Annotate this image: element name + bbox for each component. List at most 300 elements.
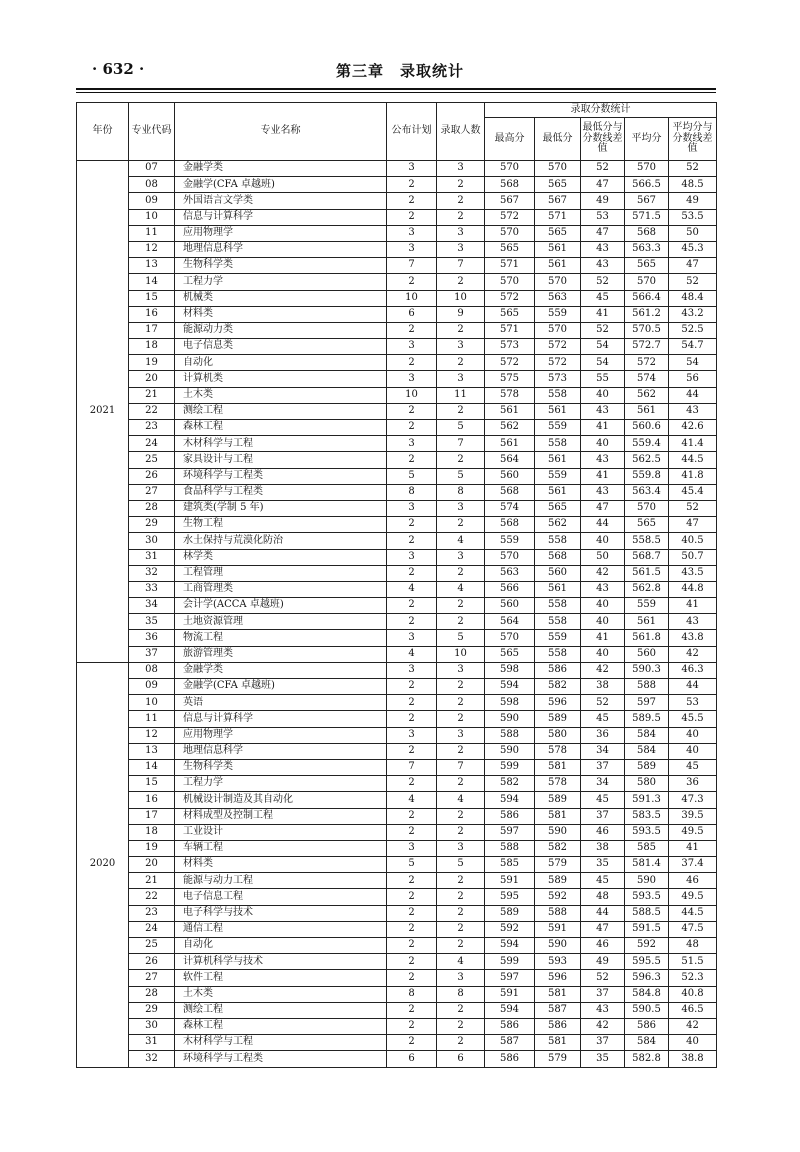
- min-cell: 561: [535, 452, 581, 468]
- code-cell: 15: [129, 776, 175, 792]
- name-cell: 外国语言文学类: [175, 193, 387, 209]
- plan-cell: 2: [387, 565, 437, 581]
- min-cell: 561: [535, 484, 581, 500]
- code-cell: 14: [129, 759, 175, 775]
- avg-diff-cell: 48.5: [669, 177, 717, 193]
- table-row: [77, 679, 717, 695]
- min-diff-cell: 38: [581, 679, 625, 695]
- name-cell: 测绘工程: [175, 403, 387, 419]
- avg-cell: 567: [625, 193, 669, 209]
- plan-cell: 2: [387, 905, 437, 921]
- name-cell: 森林工程: [175, 420, 387, 436]
- name-cell: 地理信息科学: [175, 743, 387, 759]
- admitted-cell: 9: [437, 306, 485, 322]
- max-cell: 594: [485, 1002, 535, 1018]
- plan-cell: 4: [387, 792, 437, 808]
- avg-diff-cell: 51.5: [669, 954, 717, 970]
- name-cell: 工程管理: [175, 565, 387, 581]
- min-cell: 579: [535, 1051, 581, 1067]
- avg-cell: 591.3: [625, 792, 669, 808]
- min-cell: 580: [535, 727, 581, 743]
- max-cell: 597: [485, 970, 535, 986]
- table-row: [77, 743, 717, 759]
- max-cell: 588: [485, 840, 535, 856]
- max-cell: 575: [485, 371, 535, 387]
- min-diff-cell: 52: [581, 695, 625, 711]
- avg-diff-cell: 43.5: [669, 565, 717, 581]
- admitted-cell: 2: [437, 177, 485, 193]
- table-row: [77, 241, 717, 257]
- avg-diff-cell: 40: [669, 743, 717, 759]
- max-cell: 599: [485, 759, 535, 775]
- name-cell: 机械类: [175, 290, 387, 306]
- name-cell: 土地资源管理: [175, 614, 387, 630]
- avg-cell: 588: [625, 679, 669, 695]
- year-cell: 2020: [77, 662, 129, 1067]
- admitted-cell: 3: [437, 549, 485, 565]
- max-cell: 572: [485, 290, 535, 306]
- admitted-cell: 2: [437, 873, 485, 889]
- min-diff-cell: 34: [581, 743, 625, 759]
- min-cell: 572: [535, 339, 581, 355]
- code-cell: 18: [129, 339, 175, 355]
- min-diff-cell: 45: [581, 290, 625, 306]
- avg-diff-cell: 41: [669, 598, 717, 614]
- admitted-cell: 2: [437, 1035, 485, 1051]
- admitted-cell: 6: [437, 1051, 485, 1067]
- code-cell: 23: [129, 905, 175, 921]
- avg-cell: 562.5: [625, 452, 669, 468]
- max-cell: 598: [485, 695, 535, 711]
- name-cell: 生物工程: [175, 517, 387, 533]
- code-cell: 11: [129, 711, 175, 727]
- table-row: [77, 420, 717, 436]
- table-row: [77, 614, 717, 630]
- min-cell: 582: [535, 840, 581, 856]
- code-cell: 34: [129, 598, 175, 614]
- table-row: [77, 161, 717, 177]
- avg-diff-cell: 52.3: [669, 970, 717, 986]
- plan-cell: 2: [387, 420, 437, 436]
- avg-diff-cell: 45.4: [669, 484, 717, 500]
- avg-cell: 590: [625, 873, 669, 889]
- admitted-cell: 4: [437, 792, 485, 808]
- name-cell: 食品科学与工程类: [175, 484, 387, 500]
- code-cell: 26: [129, 954, 175, 970]
- plan-cell: 2: [387, 1002, 437, 1018]
- min-cell: 581: [535, 759, 581, 775]
- avg-diff-cell: 52: [669, 274, 717, 290]
- code-cell: 12: [129, 727, 175, 743]
- code-cell: 16: [129, 792, 175, 808]
- min-diff-cell: 37: [581, 986, 625, 1002]
- max-cell: 590: [485, 743, 535, 759]
- min-diff-cell: 35: [581, 1051, 625, 1067]
- min-cell: 568: [535, 549, 581, 565]
- avg-diff-cell: 46.5: [669, 1002, 717, 1018]
- min-diff-cell: 49: [581, 954, 625, 970]
- name-cell: 家具设计与工程: [175, 452, 387, 468]
- max-cell: 592: [485, 921, 535, 937]
- avg-cell: 559.4: [625, 436, 669, 452]
- max-cell: 561: [485, 403, 535, 419]
- max-cell: 591: [485, 986, 535, 1002]
- code-cell: 25: [129, 452, 175, 468]
- avg-cell: 570: [625, 274, 669, 290]
- admitted-cell: 8: [437, 986, 485, 1002]
- avg-diff-cell: 43.8: [669, 630, 717, 646]
- max-cell: 585: [485, 857, 535, 873]
- avg-diff-cell: 50.7: [669, 549, 717, 565]
- min-diff-cell: 52: [581, 274, 625, 290]
- avg-cell: 584.8: [625, 986, 669, 1002]
- table-row: [77, 549, 717, 565]
- table-row: [77, 921, 717, 937]
- table-row: [77, 258, 717, 274]
- admitted-cell: 2: [437, 614, 485, 630]
- min-diff-cell: 43: [581, 403, 625, 419]
- name-cell: 英语: [175, 695, 387, 711]
- table-row: [77, 598, 717, 614]
- code-cell: 26: [129, 468, 175, 484]
- avg-diff-cell: 52: [669, 500, 717, 516]
- avg-cell: 584: [625, 1035, 669, 1051]
- code-cell: 07: [129, 161, 175, 177]
- avg-diff-cell: 39.5: [669, 808, 717, 824]
- admitted-cell: 2: [437, 274, 485, 290]
- admitted-cell: 2: [437, 679, 485, 695]
- min-diff-cell: 54: [581, 355, 625, 371]
- code-cell: 31: [129, 549, 175, 565]
- min-cell: 558: [535, 387, 581, 403]
- avg-diff-cell: 42.6: [669, 420, 717, 436]
- code-cell: 17: [129, 322, 175, 338]
- min-diff-cell: 50: [581, 549, 625, 565]
- name-cell: 生物科学类: [175, 759, 387, 775]
- avg-cell: 565: [625, 258, 669, 274]
- avg-diff-cell: 36: [669, 776, 717, 792]
- max-cell: 565: [485, 646, 535, 662]
- max-cell: 571: [485, 322, 535, 338]
- admitted-cell: 7: [437, 258, 485, 274]
- min-cell: 561: [535, 258, 581, 274]
- name-cell: 金融学类: [175, 662, 387, 678]
- table-row: [77, 986, 717, 1002]
- min-cell: 587: [535, 1002, 581, 1018]
- admitted-cell: 2: [437, 776, 485, 792]
- header-min-diff: 最低分与分数线差值: [581, 118, 625, 161]
- name-cell: 森林工程: [175, 1018, 387, 1034]
- header-name: 专业名称: [175, 103, 387, 161]
- min-cell: 558: [535, 614, 581, 630]
- name-cell: 测绘工程: [175, 1002, 387, 1018]
- header-avg-diff: 平均分与分数线差值: [669, 118, 717, 161]
- min-diff-cell: 35: [581, 857, 625, 873]
- avg-cell: 592: [625, 938, 669, 954]
- max-cell: 589: [485, 905, 535, 921]
- code-cell: 08: [129, 662, 175, 678]
- min-cell: 589: [535, 873, 581, 889]
- name-cell: 金融学(CFA 卓越班): [175, 679, 387, 695]
- code-cell: 32: [129, 1051, 175, 1067]
- code-cell: 30: [129, 1018, 175, 1034]
- plan-cell: 2: [387, 938, 437, 954]
- name-cell: 电子科学与技术: [175, 905, 387, 921]
- min-diff-cell: 40: [581, 598, 625, 614]
- table-row: [77, 840, 717, 856]
- avg-diff-cell: 47: [669, 517, 717, 533]
- table-row: [77, 759, 717, 775]
- code-cell: 33: [129, 581, 175, 597]
- code-cell: 36: [129, 630, 175, 646]
- avg-cell: 580: [625, 776, 669, 792]
- avg-diff-cell: 48: [669, 938, 717, 954]
- plan-cell: 6: [387, 306, 437, 322]
- name-cell: 工程力学: [175, 776, 387, 792]
- min-diff-cell: 34: [581, 776, 625, 792]
- table-row: [77, 695, 717, 711]
- min-diff-cell: 37: [581, 759, 625, 775]
- code-cell: 16: [129, 306, 175, 322]
- avg-cell: 586: [625, 1018, 669, 1034]
- code-cell: 21: [129, 387, 175, 403]
- max-cell: 571: [485, 258, 535, 274]
- header-rule-thin: [76, 92, 716, 93]
- avg-cell: 585: [625, 840, 669, 856]
- table-row: [77, 792, 717, 808]
- min-cell: 558: [535, 598, 581, 614]
- admitted-cell: 2: [437, 452, 485, 468]
- table-row: [77, 1002, 717, 1018]
- table-row: [77, 711, 717, 727]
- max-cell: 588: [485, 727, 535, 743]
- code-cell: 28: [129, 500, 175, 516]
- plan-cell: 3: [387, 161, 437, 177]
- table-row: [77, 452, 717, 468]
- name-cell: 自动化: [175, 355, 387, 371]
- header-score-group: 录取分数统计: [485, 103, 717, 118]
- max-cell: 561: [485, 436, 535, 452]
- min-diff-cell: 52: [581, 322, 625, 338]
- name-cell: 能源动力类: [175, 322, 387, 338]
- avg-diff-cell: 45: [669, 759, 717, 775]
- name-cell: 金融学类: [175, 161, 387, 177]
- name-cell: 自动化: [175, 938, 387, 954]
- plan-cell: 2: [387, 614, 437, 630]
- table-row: [77, 662, 717, 678]
- name-cell: 材料类: [175, 857, 387, 873]
- plan-cell: 2: [387, 679, 437, 695]
- table-body: [77, 161, 717, 1068]
- admitted-cell: 8: [437, 484, 485, 500]
- plan-cell: 3: [387, 727, 437, 743]
- min-diff-cell: 53: [581, 209, 625, 225]
- code-cell: 25: [129, 938, 175, 954]
- avg-diff-cell: 52.5: [669, 322, 717, 338]
- max-cell: 570: [485, 225, 535, 241]
- avg-diff-cell: 44.5: [669, 452, 717, 468]
- admitted-cell: 3: [437, 161, 485, 177]
- table-row: [77, 387, 717, 403]
- avg-cell: 589: [625, 759, 669, 775]
- admitted-cell: 2: [437, 743, 485, 759]
- avg-diff-cell: 50: [669, 225, 717, 241]
- avg-diff-cell: 46: [669, 873, 717, 889]
- table-row: [77, 436, 717, 452]
- plan-cell: 2: [387, 824, 437, 840]
- plan-cell: 3: [387, 549, 437, 565]
- admitted-cell: 2: [437, 1018, 485, 1034]
- avg-cell: 565: [625, 517, 669, 533]
- name-cell: 软件工程: [175, 970, 387, 986]
- admitted-cell: 7: [437, 759, 485, 775]
- max-cell: 595: [485, 889, 535, 905]
- min-cell: 581: [535, 1035, 581, 1051]
- table-row: [77, 646, 717, 662]
- chapter-title: 第三章 录取统计: [335, 62, 464, 80]
- min-diff-cell: 47: [581, 921, 625, 937]
- avg-cell: 570: [625, 161, 669, 177]
- code-cell: 27: [129, 484, 175, 500]
- header-max: 最高分: [485, 118, 535, 161]
- max-cell: 597: [485, 824, 535, 840]
- min-cell: 570: [535, 322, 581, 338]
- admitted-cell: 3: [437, 970, 485, 986]
- admitted-cell: 2: [437, 921, 485, 937]
- table-row: [77, 371, 717, 387]
- admitted-cell: 2: [437, 711, 485, 727]
- avg-cell: 561.2: [625, 306, 669, 322]
- plan-cell: 2: [387, 808, 437, 824]
- max-cell: 568: [485, 177, 535, 193]
- max-cell: 564: [485, 614, 535, 630]
- max-cell: 566: [485, 581, 535, 597]
- max-cell: 594: [485, 792, 535, 808]
- code-cell: 29: [129, 1002, 175, 1018]
- plan-cell: 6: [387, 1051, 437, 1067]
- code-cell: 32: [129, 565, 175, 581]
- avg-cell: 591.5: [625, 921, 669, 937]
- avg-diff-cell: 53: [669, 695, 717, 711]
- code-cell: 12: [129, 241, 175, 257]
- min-cell: 558: [535, 436, 581, 452]
- plan-cell: 4: [387, 646, 437, 662]
- min-cell: 590: [535, 824, 581, 840]
- admitted-cell: 3: [437, 662, 485, 678]
- name-cell: 木材科学与工程: [175, 436, 387, 452]
- name-cell: 水土保持与荒漠化防治: [175, 533, 387, 549]
- table-row: [77, 776, 717, 792]
- plan-cell: 3: [387, 225, 437, 241]
- table-row: [77, 808, 717, 824]
- code-cell: 24: [129, 921, 175, 937]
- min-cell: 593: [535, 954, 581, 970]
- admitted-cell: 2: [437, 598, 485, 614]
- table-row: [77, 954, 717, 970]
- admitted-cell: 10: [437, 290, 485, 306]
- code-cell: 22: [129, 403, 175, 419]
- code-cell: 15: [129, 290, 175, 306]
- min-diff-cell: 41: [581, 420, 625, 436]
- admitted-cell: 11: [437, 387, 485, 403]
- name-cell: 会计学(ACCA 卓越班): [175, 598, 387, 614]
- table-row: [77, 1051, 717, 1067]
- avg-cell: 563.4: [625, 484, 669, 500]
- min-cell: 581: [535, 986, 581, 1002]
- table-row: [77, 193, 717, 209]
- avg-diff-cell: 42: [669, 1018, 717, 1034]
- code-cell: 23: [129, 420, 175, 436]
- plan-cell: 2: [387, 177, 437, 193]
- max-cell: 586: [485, 808, 535, 824]
- admitted-cell: 5: [437, 630, 485, 646]
- avg-cell: 563.3: [625, 241, 669, 257]
- min-cell: 559: [535, 630, 581, 646]
- min-cell: 589: [535, 711, 581, 727]
- min-diff-cell: 40: [581, 646, 625, 662]
- name-cell: 能源与动力工程: [175, 873, 387, 889]
- plan-cell: 2: [387, 695, 437, 711]
- min-diff-cell: 54: [581, 339, 625, 355]
- avg-cell: 593.5: [625, 889, 669, 905]
- min-diff-cell: 40: [581, 533, 625, 549]
- min-diff-cell: 52: [581, 161, 625, 177]
- avg-cell: 589.5: [625, 711, 669, 727]
- code-cell: 30: [129, 533, 175, 549]
- max-cell: 587: [485, 1035, 535, 1051]
- code-cell: 11: [129, 225, 175, 241]
- min-cell: 560: [535, 565, 581, 581]
- avg-cell: 566.5: [625, 177, 669, 193]
- name-cell: 电子信息类: [175, 339, 387, 355]
- min-cell: 559: [535, 468, 581, 484]
- plan-cell: 2: [387, 403, 437, 419]
- table-row: [77, 1018, 717, 1034]
- table-row: [77, 889, 717, 905]
- avg-cell: 560: [625, 646, 669, 662]
- min-diff-cell: 45: [581, 792, 625, 808]
- code-cell: 37: [129, 646, 175, 662]
- table-row: [77, 873, 717, 889]
- table-row: [77, 177, 717, 193]
- avg-cell: 584: [625, 743, 669, 759]
- avg-cell: 562.8: [625, 581, 669, 597]
- min-diff-cell: 42: [581, 662, 625, 678]
- name-cell: 信息与计算科学: [175, 711, 387, 727]
- min-cell: 567: [535, 193, 581, 209]
- max-cell: 590: [485, 711, 535, 727]
- page-number: · 632 ·: [92, 60, 145, 78]
- avg-cell: 572: [625, 355, 669, 371]
- min-diff-cell: 55: [581, 371, 625, 387]
- admitted-cell: 2: [437, 695, 485, 711]
- max-cell: 591: [485, 873, 535, 889]
- min-cell: 582: [535, 679, 581, 695]
- code-cell: 24: [129, 436, 175, 452]
- admitted-cell: 5: [437, 857, 485, 873]
- plan-cell: 8: [387, 484, 437, 500]
- max-cell: 570: [485, 274, 535, 290]
- table-row: [77, 274, 717, 290]
- table-row: [77, 533, 717, 549]
- admitted-cell: 2: [437, 808, 485, 824]
- min-diff-cell: 42: [581, 1018, 625, 1034]
- min-cell: 562: [535, 517, 581, 533]
- name-cell: 材料成型及控制工程: [175, 808, 387, 824]
- min-diff-cell: 46: [581, 824, 625, 840]
- table-row: [77, 565, 717, 581]
- header-code: 专业代码: [129, 103, 175, 161]
